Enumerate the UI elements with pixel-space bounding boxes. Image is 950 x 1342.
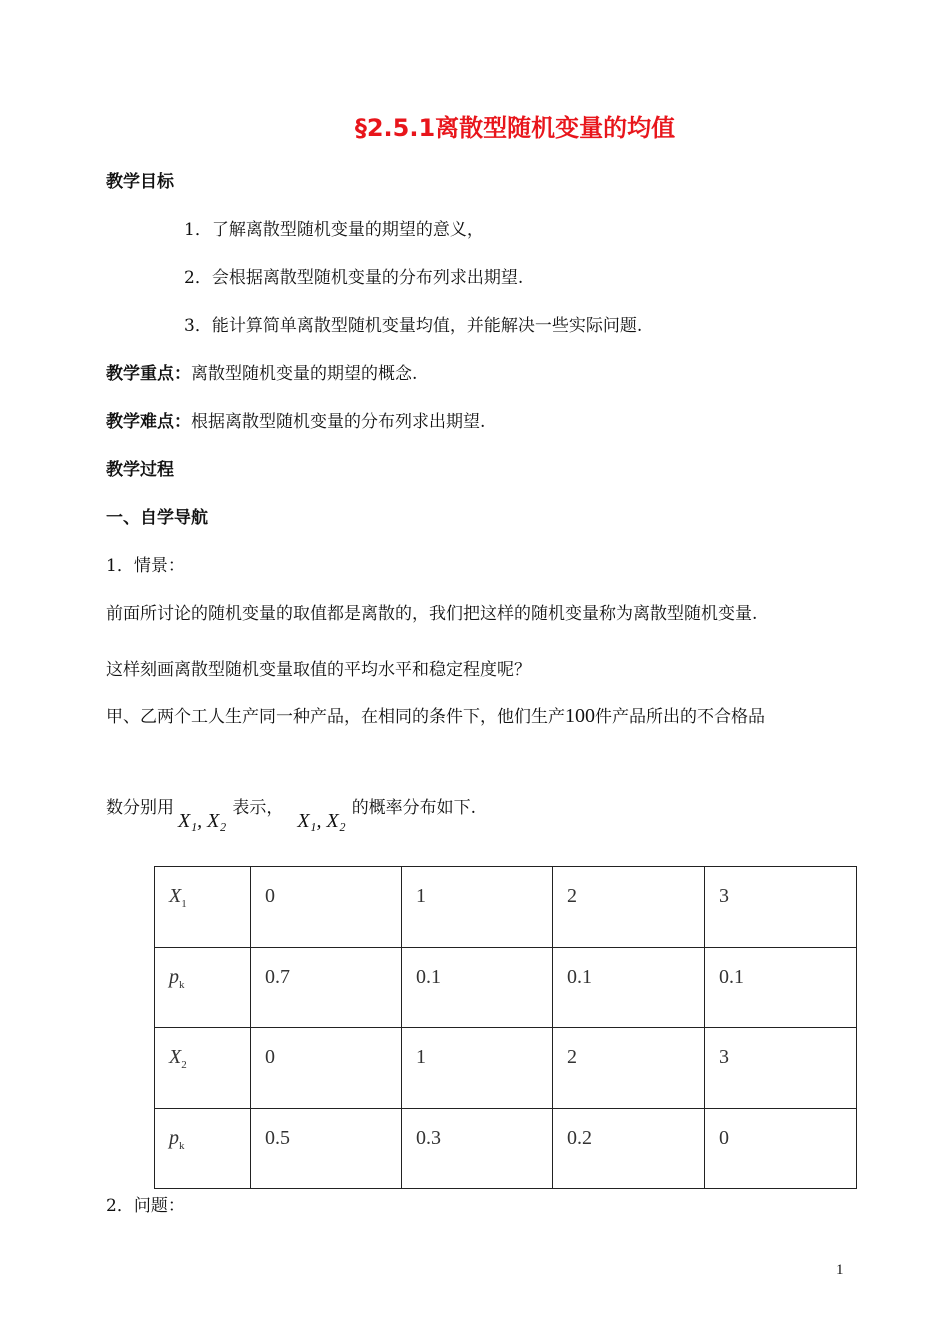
difficulty-label: 教学难点：	[106, 412, 191, 432]
row-header-x1: $X_1$	[155, 867, 251, 948]
key-point-label: 教学重点：	[106, 364, 191, 384]
difficulty-text: 根据离散型随机变量的分布列求出期望.	[191, 412, 486, 432]
scenario-label: 1．情景：	[106, 556, 185, 576]
table-cell: 0.5	[251, 1108, 402, 1189]
paragraph-2: 这样刻画离散型随机变量取值的平均水平和稳定程度呢？	[106, 660, 531, 680]
page-title: §2.5.1离散型随机变量的均值	[354, 114, 676, 142]
table-cell: 0.2	[553, 1108, 705, 1189]
variables-x1-x2: X₁, X₂	[297, 810, 346, 832]
paragraph-3-text: 甲、乙两个工人生产同一种产品，在相同的条件下，他们生产	[106, 707, 565, 727]
table-cell: 2	[553, 1028, 705, 1109]
table-cell: 3	[705, 867, 857, 948]
paragraph-4-text-mid: 表示，	[232, 798, 284, 818]
table-row	[155, 1028, 857, 1109]
paragraph-4-text: 数分别用	[106, 798, 174, 818]
table-cell: 0.1	[553, 947, 705, 1028]
table-cell: 1	[402, 1028, 553, 1109]
difficulty	[106, 410, 485, 434]
table-cell: 1	[402, 867, 553, 948]
question-label: 2．问题：	[106, 1196, 185, 1216]
paragraph-4	[106, 795, 477, 832]
table-cell: 0	[251, 867, 402, 948]
table-cell: 0.3	[402, 1108, 553, 1189]
table-cell: 0.1	[705, 947, 857, 1028]
product-count: 100	[565, 705, 595, 727]
table-cell: 0	[705, 1108, 857, 1189]
objective-item: 2．会根据离散型随机变量的分布列求出期望.	[184, 268, 524, 288]
page-number: 1	[836, 1262, 844, 1278]
section-heading: 一、自学导航	[106, 508, 208, 528]
table-cell: 0	[251, 1028, 402, 1109]
paragraph-3	[106, 704, 765, 729]
table-row	[155, 1108, 857, 1189]
table-cell: 0.7	[251, 947, 402, 1028]
variables-x1-x2: X₁, X₂	[178, 810, 227, 832]
table-cell: 2	[553, 867, 705, 948]
row-header-x2: $X_2$	[155, 1028, 251, 1109]
objective-item: 3．能计算简单离散型随机变量均值，并能解决一些实际问题.	[184, 316, 643, 336]
objective-item: 1．了解离散型随机变量的期望的意义，	[184, 220, 484, 240]
distribution-table	[154, 866, 857, 1189]
paragraph-3-text-end: 件产品所出的不合格品	[595, 707, 765, 727]
key-point-text: 离散型随机变量的期望的概念.	[191, 364, 418, 384]
row-header-pk: $p_k$	[155, 1108, 251, 1189]
row-header-pk: $p_k$	[155, 947, 251, 1028]
table-row	[155, 947, 857, 1028]
table-row	[155, 867, 857, 948]
key-point	[106, 362, 417, 386]
objectives-heading: 教学目标	[106, 172, 174, 192]
paragraph-4-text-end: 的概率分布如下.	[351, 798, 477, 818]
process-heading: 教学过程	[106, 460, 174, 480]
table-cell: 3	[705, 1028, 857, 1109]
paragraph-1: 前面所讨论的随机变量的取值都是离散的，我们把这样的随机变量称为离散型随机变量.	[106, 604, 758, 624]
table-cell: 0.1	[402, 947, 553, 1028]
